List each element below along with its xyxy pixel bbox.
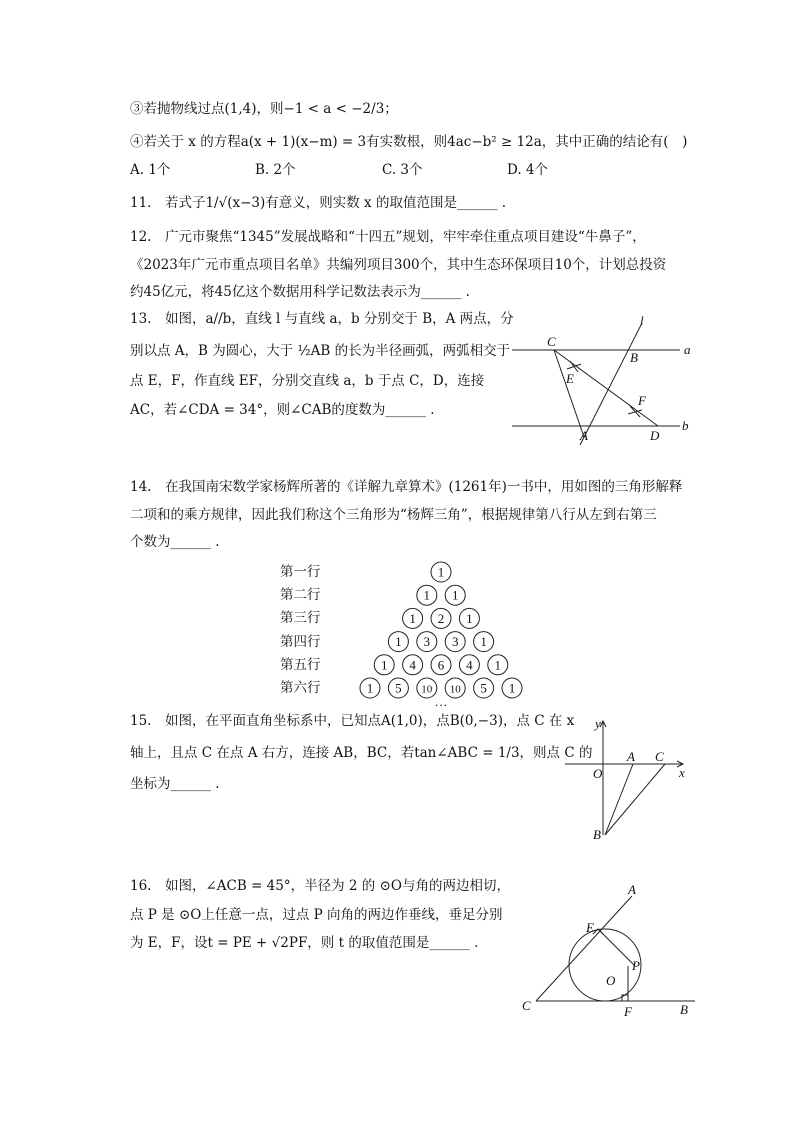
pascal-cell-value: 10 bbox=[449, 683, 461, 696]
q15-line-2: 轴上，且点 C 在点 A 右方，连接 AB，BC，若tan∠ABC = 1/3，则点 C 的 bbox=[130, 745, 593, 761]
q13-line-1: 13. 如图，a//b，直线 l 与直线 a，b 分别交于 B，A 两点，分 bbox=[130, 311, 514, 327]
label-a-point: A bbox=[580, 428, 588, 443]
q10-item4: ④若关于 x 的方程a(x + 1)(x−m) = 3有实数根，则4ac−b² ≥ 12a，其中正确的结论有( ) bbox=[130, 134, 688, 150]
label-c: C bbox=[547, 334, 556, 349]
q13-figure bbox=[510, 315, 700, 445]
pascal-cell-value: 2 bbox=[437, 610, 445, 626]
label-o: O bbox=[593, 766, 603, 781]
label-b: B bbox=[593, 827, 601, 842]
label-a: A bbox=[627, 749, 635, 764]
perp-pe bbox=[598, 929, 635, 966]
label-f: F bbox=[624, 1004, 632, 1019]
pascal-cell-value: 5 bbox=[395, 680, 402, 696]
q11-text: 11. 若式子1/√(x−3)有意义，则实数 x 的取值范围是______ . bbox=[130, 195, 507, 211]
segment-bc bbox=[605, 764, 665, 835]
pascal-cell-value: 3 bbox=[423, 634, 431, 650]
q16-line-1: 16. 如图，∠ACB = 45°，半径为 2 的 ⊙O与角的两边相切， bbox=[130, 878, 510, 894]
q10-option-c: C. 3个 bbox=[382, 162, 423, 178]
pascal-ellipsis: … bbox=[434, 694, 448, 710]
q10-option-b: B. 2个 bbox=[255, 162, 296, 178]
label-e: E bbox=[586, 920, 594, 935]
segment-ca bbox=[554, 350, 584, 437]
row-label-1: 第一行 bbox=[280, 564, 321, 580]
label-l: l bbox=[640, 313, 644, 328]
label-y: y bbox=[595, 716, 601, 731]
segment-ab bbox=[605, 764, 633, 835]
pascal-cell-value: 1 bbox=[508, 680, 516, 696]
label-b: B bbox=[680, 1002, 688, 1017]
label-p: P bbox=[632, 958, 640, 973]
label-a: A bbox=[628, 882, 636, 897]
q12-line-1: 12. 广元市聚焦“1345”发展战略和“十四五”规划，牢牢牵住重点项目建设“牛鼻子”， bbox=[130, 229, 646, 245]
label-c: C bbox=[522, 998, 531, 1013]
pascal-cell-value: 5 bbox=[480, 680, 487, 696]
q16-line-3: 为 E，F，设t = PE + √2PF，则 t 的取值范围是______ . bbox=[130, 935, 479, 951]
q14-line-1: 14. 在我国南宋数学家杨辉所著的《详解九章算术》(1261年)一书中，用如图的三角形解释 bbox=[130, 479, 683, 495]
pascal-cell-value: 1 bbox=[409, 610, 416, 626]
pascal-cell-value: 1 bbox=[437, 564, 445, 580]
arc-f-2 bbox=[628, 410, 642, 414]
q15-line-3: 坐标为______ . bbox=[130, 776, 220, 792]
q15-line-1: 15. 如图，在平面直角坐标系中，已知点A(1,0)，点B(0,−3)，点 C 在 x bbox=[130, 713, 575, 729]
q14-line-3: 个数为______ . bbox=[130, 534, 220, 550]
q10-option-a: A. 1个 bbox=[130, 162, 171, 178]
q10-option-d: D. 4个 bbox=[507, 162, 549, 178]
q16-figure bbox=[520, 880, 710, 1020]
q16-line-2: 点 P 是 ⊙O上任意一点，过点 P 向角的两边作垂线，垂足分别 bbox=[130, 907, 503, 923]
row-label-5: 第五行 bbox=[280, 657, 321, 673]
label-b: B bbox=[630, 350, 638, 365]
q12-line-2: 《2023年广元市重点项目名单》共编列项目300个，其中生态环保项目10个，计划总投资 bbox=[130, 257, 667, 273]
label-e: E bbox=[566, 371, 574, 386]
q13-line-3: 点 E，F，作直线 EF，分别交直线 a，b 于点 C，D，连接 bbox=[130, 373, 485, 389]
row-label-3: 第三行 bbox=[280, 610, 321, 626]
label-d: D bbox=[650, 428, 660, 443]
pascal-cell-value: 1 bbox=[423, 587, 431, 603]
q13-line-4: AC，若∠CDA = 34°，则∠CAB的度数为______ . bbox=[130, 402, 435, 418]
pascal-cell-value: 1 bbox=[466, 610, 473, 626]
row-label-6: 第六行 bbox=[280, 680, 321, 696]
pascal-cell-value: 1 bbox=[395, 634, 402, 650]
pascal-cell-value: 1 bbox=[494, 657, 502, 673]
q14-line-2: 二项和的乘方规律，因此我们称这个三角形为“杨辉三角”，根据规律第八行从左到右第三 bbox=[130, 507, 657, 523]
pascal-cell-value: 1 bbox=[366, 680, 374, 696]
q12-line-3: 约45亿元，将45亿这个数据用科学记数法表示为______ . bbox=[130, 284, 470, 300]
label-o: O bbox=[606, 973, 616, 988]
pascal-cell-value: 6 bbox=[437, 657, 445, 673]
line-ef bbox=[554, 350, 658, 426]
label-a-line: a bbox=[684, 342, 691, 357]
label-f: F bbox=[638, 393, 646, 408]
q15-figure bbox=[565, 715, 705, 845]
pascal-cell-value: 1 bbox=[451, 587, 459, 603]
row-label-2: 第二行 bbox=[280, 587, 321, 603]
label-b-line: b bbox=[682, 418, 689, 433]
line-l bbox=[580, 323, 642, 445]
pascal-cell-value: 3 bbox=[451, 634, 459, 650]
pascal-triangle bbox=[350, 555, 530, 710]
pascal-cell-value: 4 bbox=[409, 657, 416, 673]
circle-o bbox=[569, 929, 641, 1001]
pascal-cell-value: 1 bbox=[380, 657, 388, 673]
label-c: C bbox=[655, 749, 664, 764]
q13-line-2: 别以点 A，B 为圆心，大于 ½AB 的长为半径画弧，两弧相交于 bbox=[130, 343, 511, 359]
row-label-4: 第四行 bbox=[280, 634, 321, 650]
pascal-cell-value: 4 bbox=[466, 657, 473, 673]
q10-item3: ③若抛物线过点(1,4)，则−1 < a < −2/3； bbox=[130, 101, 398, 117]
label-x: x bbox=[679, 765, 685, 780]
pascal-cell-value: 10 bbox=[421, 683, 433, 696]
pascal-cell-value: 1 bbox=[480, 634, 487, 650]
